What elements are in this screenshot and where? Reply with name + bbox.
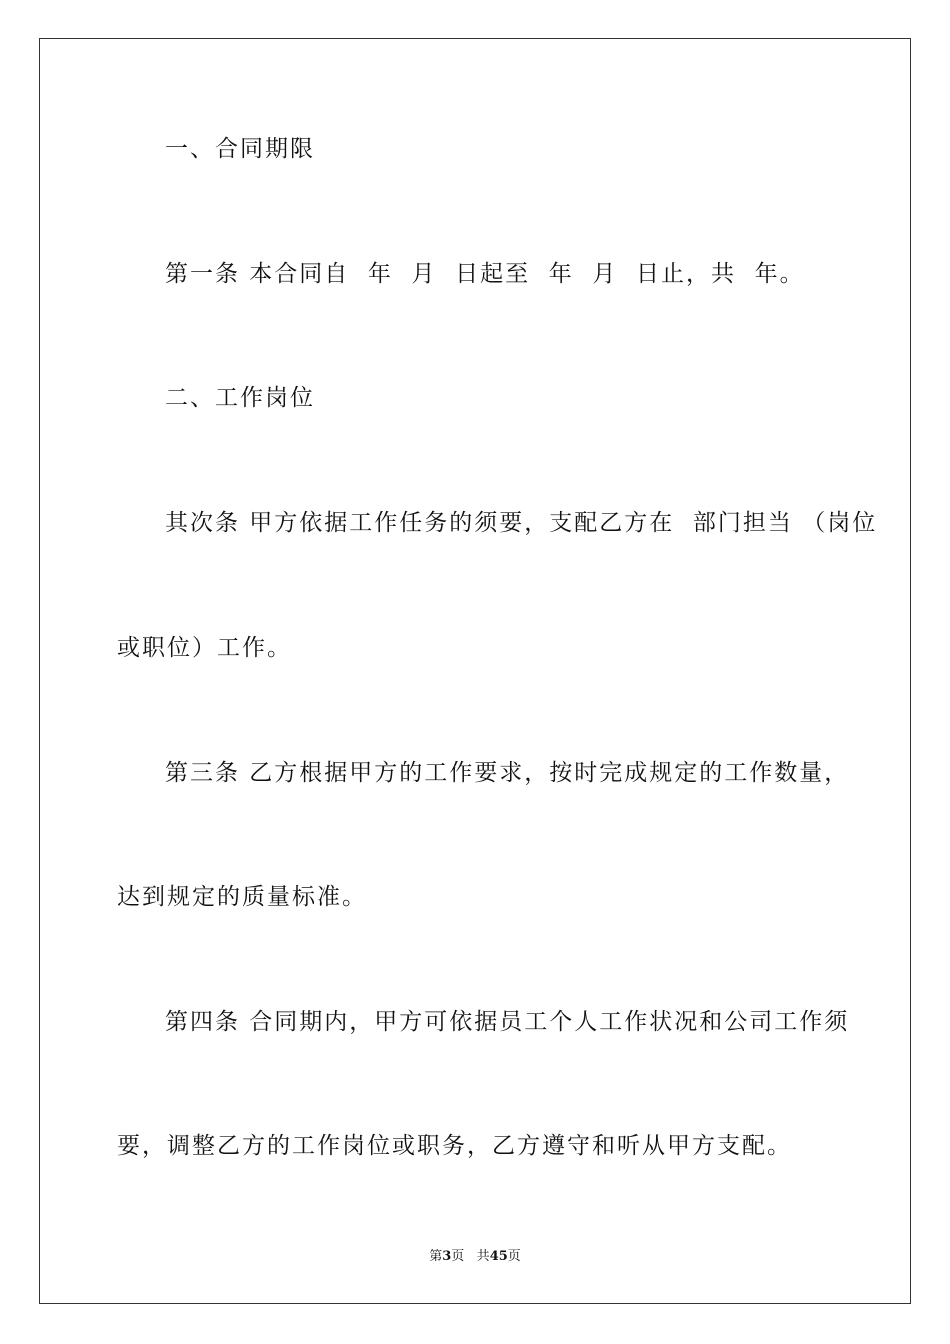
clause-3-line-1: 第三条 乙方根据甲方的工作要求，按时完成规定的工作数量， <box>165 760 850 786</box>
section-heading-job-position: 二、工作岗位 <box>165 385 315 411</box>
page-prefix: 第 <box>429 1249 443 1264</box>
section-heading-contract-term: 一、合同期限 <box>165 136 315 162</box>
page-total: 45 <box>489 1249 508 1264</box>
clause-2-line-2: 或职位）工作。 <box>117 635 292 661</box>
clause-4-line-1: 第四条 合同期内，甲方可依据员工个人工作状况和公司工作须 <box>165 1009 850 1035</box>
clause-4-line-2: 要，调整乙方的工作岗位或职务，乙方遵守和听从甲方支配。 <box>117 1133 792 1159</box>
page-border <box>39 38 911 1304</box>
clause-3-line-2: 达到规定的质量标准。 <box>117 884 367 910</box>
total-suffix: 页 <box>507 1249 521 1264</box>
page-suffix: 页 <box>451 1249 465 1264</box>
total-prefix: 共 <box>476 1249 490 1264</box>
page-footer <box>0 1248 950 1266</box>
clause-1: 第一条 本合同自 年 月 日起至 年 月 日止，共 年。 <box>165 261 805 287</box>
page-current: 3 <box>442 1249 452 1264</box>
clause-2-line-1: 其次条 甲方依据工作任务的须要，支配乙方在 部门担当 （岗位 <box>165 510 878 536</box>
